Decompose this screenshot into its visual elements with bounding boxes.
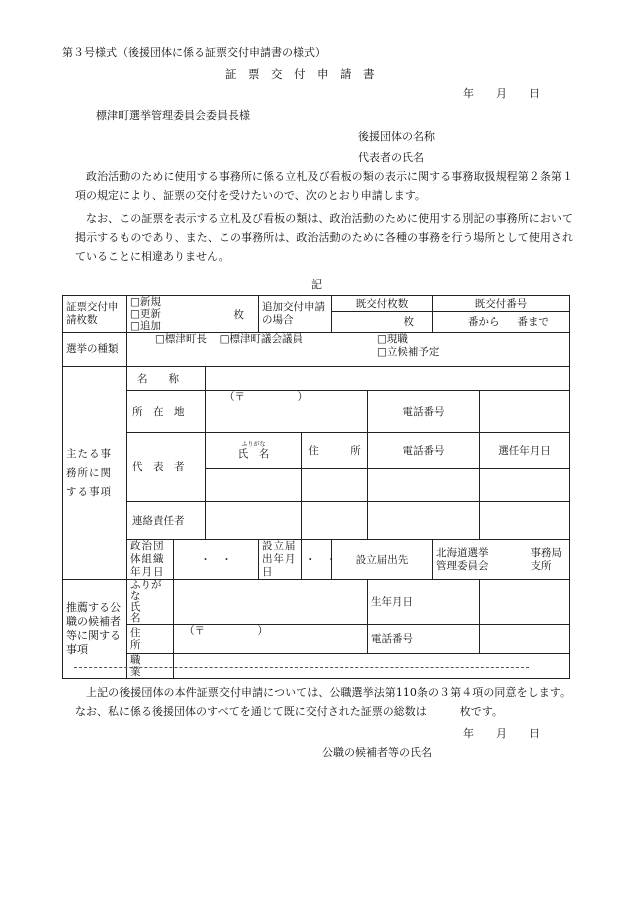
contact-label: 連絡責任者 — [127, 502, 206, 540]
cut-line — [74, 667, 529, 668]
representative-label: 代表者の氏名 — [358, 151, 424, 164]
header-date: 年 月 日 — [463, 87, 540, 100]
setsuritsu-value[interactable]: ・ ・ — [302, 540, 332, 580]
rep-name-header — [206, 433, 302, 469]
furigana-label: ふりがな — [241, 440, 266, 448]
office-tel-value[interactable] — [480, 391, 570, 433]
form-number: 第３号様式（後援団体に係る証票交付申請書の様式） — [62, 46, 326, 59]
office-name-value[interactable] — [206, 367, 570, 391]
org-name-label: 後援団体の名称 — [358, 130, 435, 143]
suisen-label: 推薦する公職の候補者等に関する事項 — [63, 580, 127, 679]
suisen-address-value[interactable] — [174, 625, 368, 654]
footer-date: 年 月 日 — [463, 727, 540, 740]
option-new[interactable]: □新規 — [130, 296, 161, 308]
todokede-label: 設立届出先 — [332, 540, 433, 580]
kizon-no-range[interactable] — [433, 312, 570, 333]
suisen-tel-value[interactable] — [480, 625, 570, 654]
suisen-shimei: 氏 名 — [130, 601, 162, 625]
todokede-line-2: 管理委員会 支所 — [436, 559, 552, 572]
addressee: 標津町選挙管理委員会委員長様 — [96, 109, 250, 122]
todokede-line-1: 北海道選挙 事務局 — [436, 546, 562, 559]
shinsei-options — [127, 296, 259, 333]
setsuritsu-label: 設立届出年月日 — [259, 540, 302, 580]
shimei-label: 氏 名 — [237, 447, 270, 460]
signature-label: 公職の候補者等の氏名 — [322, 746, 432, 759]
kizon-count-header: 既交付枚数 — [332, 296, 433, 312]
rep-tel-value[interactable] — [368, 469, 480, 502]
contact-name-value[interactable] — [206, 502, 302, 540]
office-name-label: 名 称 — [127, 367, 206, 391]
senkyo-option-4[interactable]: □立候補予定 — [377, 346, 440, 359]
paragraph-2: なお、この証票を表示する立札及び看板の類は、政治活動のために使用する別記の事務所において掲示するものであり、また、この事務所は、政治活動のために各種の事務を行う場所として使用されていることに相違ありません。 — [75, 212, 573, 263]
contact-tel-value[interactable] — [368, 502, 480, 540]
option-renew[interactable]: □更新 — [130, 308, 161, 321]
rep-name-value[interactable] — [206, 469, 302, 502]
suisen-birth-value[interactable] — [480, 580, 570, 625]
kizon-count-value[interactable]: 枚 — [332, 312, 433, 333]
rep-label: 代 表 者 — [127, 433, 206, 502]
rep-address-value[interactable] — [302, 469, 368, 502]
suisen-job-label: 職 業 — [127, 654, 174, 679]
office-label: 主たる事務所に関する事項 — [63, 367, 127, 580]
suisen-postal: （〒 ） — [184, 625, 268, 638]
document-title: 証 票 交 付 申 請 書 — [225, 67, 375, 81]
suisen-name-value[interactable] — [174, 580, 368, 625]
rep-tel-header: 電話番号 — [368, 433, 480, 469]
rep-address-header: 住 所 — [302, 433, 368, 469]
bango-from: 番から — [468, 316, 500, 329]
senkyo-options — [127, 333, 570, 367]
office-address-label: 所 在 地 — [127, 391, 206, 433]
contact-address-value[interactable] — [302, 502, 368, 540]
office-address-value[interactable] — [206, 391, 368, 433]
senkyo-option-1[interactable]: □標津町長 — [155, 333, 207, 346]
option-add[interactable]: □追加 — [130, 320, 161, 333]
rep-appointed-header: 選任年月日 — [480, 433, 570, 469]
mai-label: 枚 — [233, 309, 244, 321]
suisen-name-label — [127, 580, 174, 625]
shinsei-label: 証票交付申請枚数 — [63, 296, 127, 333]
office-tel-label: 電話番号 — [368, 391, 480, 433]
senkyo-option-3[interactable]: □現職 — [377, 333, 408, 346]
suisen-tel-label: 電話番号 — [368, 625, 480, 654]
senkyo-option-2[interactable]: □標津町議会議員 — [219, 333, 304, 346]
ki-heading: 記 — [311, 278, 322, 291]
paragraph-1: 政治活動のために使用する事務所に係る立札及び看板の類の表示に関する事務取扱規程第２条第１項の規定により、証票の交付を受けたいので、次のとおり申請します。 — [75, 170, 573, 202]
todokede-value — [433, 540, 570, 580]
application-form-table — [62, 295, 570, 679]
kizon-no-header: 既交付番号 — [433, 296, 570, 312]
suisen-birth-label: 生年月日 — [368, 580, 480, 625]
tsuika-label: 追加交付申請の場合 — [259, 296, 332, 333]
org-date-value[interactable]: ・ ・ — [174, 540, 259, 580]
suisen-address-label: 住 所 — [127, 625, 174, 654]
postal-code: （〒 ） — [224, 391, 308, 404]
footer-paragraph: 上記の後援団体の本件証票交付申請については、公職選挙法第110条の３第４項の同意をします。なお、私に係る後援団体のすべてを通じて既に交付された証票の総数は 枚です。 — [75, 686, 571, 718]
suisen-furigana: ふりがな — [130, 579, 162, 603]
senkyo-label: 選挙の種類 — [63, 333, 127, 367]
org-date-label: 政治団体組織年月日 — [127, 540, 174, 580]
rep-appointed-value[interactable] — [480, 469, 570, 502]
bango-to: 番まで — [517, 316, 549, 329]
contact-extra-value[interactable] — [480, 502, 570, 540]
